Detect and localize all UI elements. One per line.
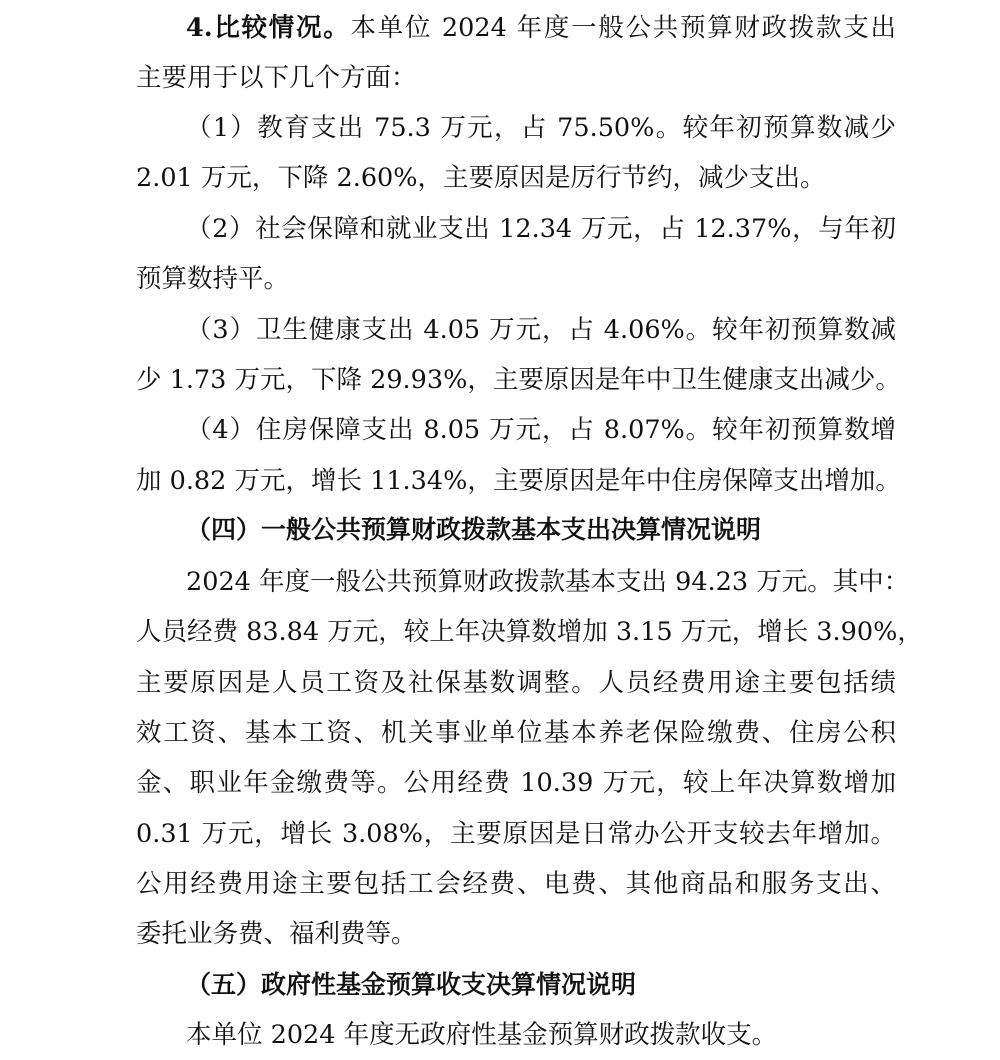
paragraph-line-education: （1）教育支出 75.3 万元，占 75.50%。较年初预算数减少: [186, 113, 896, 143]
paragraph-line: 加 0.82 万元，增长 11.34%，主要原因是年中住房保障支出增加。: [136, 466, 901, 496]
paragraph-line: 金、职业年金缴费等。公用经费 10.39 万元，较上年决算数增加: [136, 768, 896, 798]
section-lead: 4.比较情况。: [186, 13, 351, 43]
paragraph-line: 人员经费 83.84 万元，较上年决算数增加 3.15 万元，增长 3.90%，: [136, 617, 923, 647]
paragraph-line: 主要原因是人员工资及社保基数调整。人员经费用途主要包括绩: [136, 668, 896, 698]
paragraph-line: 0.31 万元，增长 3.08%，主要原因是日常办公开支较去年增加。: [136, 819, 896, 849]
section-heading-basic-expenditure: （四）一般公共预算财政拨款基本支出决算情况说明: [186, 515, 762, 544]
paragraph-line: 公用经费用途主要包括工会经费、电费、其他商品和服务支出、: [136, 869, 896, 899]
paragraph-line-government-fund: 本单位 2024 年度无政府性基金预算财政拨款收支。: [186, 1020, 778, 1050]
paragraph-line: 少 1.73 万元，下降 29.93%，主要原因是年中卫生健康支出减少。: [136, 365, 901, 395]
section-heading-government-fund: （五）政府性基金预算收支决算情况说明: [186, 970, 637, 999]
paragraph-line-comparison: [186, 8, 896, 48]
paragraph-line: 预算数持平。: [136, 264, 290, 294]
paragraph-line: 主要用于以下几个方面：: [136, 63, 417, 93]
paragraph-line: 委托业务费、福利费等。: [136, 919, 417, 949]
paragraph-line-social-security: （2）社会保障和就业支出 12.34 万元，占 12.37%，与年初: [186, 214, 896, 244]
paragraph-line-housing: （4）住房保障支出 8.05 万元，占 8.07%。较年初预算数增: [186, 415, 896, 445]
paragraph-line-basic-expenditure: 2024 年度一般公共预算财政拨款基本支出 94.23 万元。其中：: [186, 567, 910, 597]
paragraph-line: 效工资、基本工资、机关事业单位基本养老保险缴费、住房公积: [136, 718, 896, 748]
paragraph-line-health: （3）卫生健康支出 4.05 万元，占 4.06%。较年初预算数减: [186, 315, 896, 345]
paragraph-line: 2.01 万元，下降 2.60%，主要原因是厉行节约，减少支出。: [136, 163, 826, 193]
line-text: 本单位 2024 年度一般公共预算财政拨款支出: [350, 13, 896, 43]
